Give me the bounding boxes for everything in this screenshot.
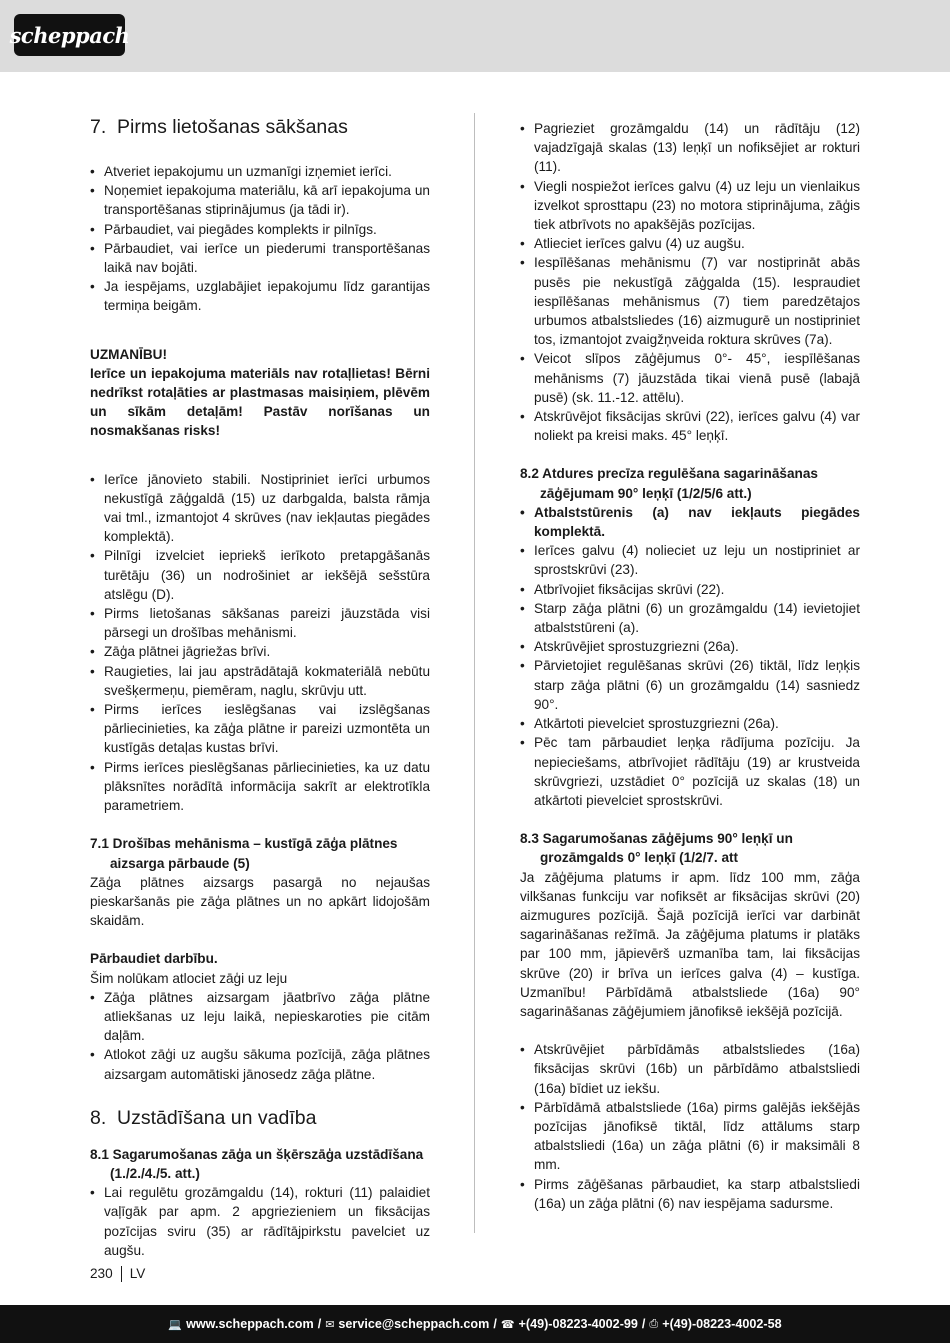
list-item: • Viegli nospiežot ierīces galvu (4) uz leju un vienlaikus izvelkot sprosttapu (23) no motora stiprinājuma, zāģis tiek atbrīvots no apakšējās pozīcijas. [520, 177, 860, 235]
check-list [90, 988, 430, 1084]
scheppach-logo [9, 14, 130, 56]
list-item: • Atveriet iepakojumu un uzmanīgi izņemiet ierīci. [90, 162, 430, 181]
computer-icon: 💻 [168, 1318, 183, 1331]
list-item: • Pārbaudiet, vai piegādes komplekts ir pilnīgs. [90, 220, 430, 239]
list-item: • Atskrūvējiet pārbīdāmās atbalstsliedes (16a) fiksācijas skrūvi (16b) un pārbīdāmo atbalstsliedi (16a) bīdiet uz iekšu. [520, 1040, 860, 1098]
list-item: • Lai regulētu grozāmgaldu (14), rokturi (11) palaidiet vaļīgāk par apm. 2 apgriezieniem un fiksācijas pozīcijas sviru (35) ar rādītājpirkstu pavelciet uz augšu. [90, 1183, 430, 1260]
footer-website[interactable]: www.scheppach.com [186, 1317, 314, 1331]
list-item: • Iespīlēšanas mehānismu (7) var nostiprināt abās pusēs pie nekustīgā zāģgalda (15). Iespraudiet iespīlēšanas mehānismus (7) tiem paredzētajos urbumos atbalstsliedes (16) aizmugurē un nostipriniet tos, izmantojot zvaigžņveida roktura skrūves (7a). [520, 253, 860, 349]
list-item: • Pilnīgi izvelciet iepriekš ierīkoto pretapgāšanās turētāju (36) un nodrošiniet ar iekšējā sešstūra atslēgu (D). [90, 546, 430, 604]
language-code: LV [129, 1266, 146, 1281]
list-item: • Pirms ierīces pieslēgšanas pārliecinieties, ka uz datu plāksnītes norādītā informācija sakrīt ar elektrotīkla parametriem. [90, 758, 430, 816]
section-number: 8. [90, 1106, 107, 1129]
subsection-8-3-heading: 8.3 Sagarumošanas zāģējums 90° leņķī un grozāmgalds 0° leņķī (1/2/7. att [520, 831, 793, 866]
section-7-heading [90, 114, 430, 140]
list-item: • Starp zāģa plātni (6) un grozāmgaldu (14) ievietojiet atbalststūreni (a). [520, 599, 860, 637]
contact-footer [0, 1305, 950, 1343]
list-item: • Ierīce jānovieto stabili. Nostipriniet ierīci urbumos nekustīgā zāģgaldā (15) uz darbgalda, balsta rāmja vai tml., izmantojot 4 skrūves (nav iekļautas piegādes komplektā). [90, 470, 430, 547]
paragraph: Zāģa plātnes aizsargs pasargā no nejaušas pieskaršanās pie zāģa plātnes un no apkārt lidojošām skaidām. [90, 874, 430, 929]
list-item: • Atskrūvējot fiksācijas skrūvi (22), ierīces galvu (4) var noliekt pa kreisi maks. 45° leņķī. [520, 407, 860, 445]
list-item: • Atlieciet ierīces galvu (4) uz augšu. [520, 234, 860, 253]
footer-separator: / [641, 1317, 646, 1331]
page-number-value: 230 [90, 1266, 113, 1281]
list-item: • Veicot slīpos zāģējumus 0°- 45°, iespīlēšanas mehānisms (7) jāuzstāda tikai vienā pusē (labajā pusē) (sk. 11.-12. attēlu). [520, 349, 860, 407]
section-title: Uzstādīšana un vadība [117, 1106, 317, 1129]
list-item: • Pirms ierīces ieslēgšanas vai izslēgšanas pārliecinieties, ka zāģa plātne ir pareizi uzmontēta un kustīgās detaļas kustas brīvi. [90, 700, 430, 758]
paragraph: Ja zāģējuma platums ir apm. līdz 100 mm, zāģa vilkšanas funkciju var nofiksēt ar fiksācijas skrūvi (20) aizmugures pozīcijā. Šajā pozīcijā ierīci var darbināt sagarināšanas režīmā. Ja zāģējuma platums ir platāks par 100 mm, jāpievērš uzmanība tam, lai fiksācijas skrūve (20) ir brīva un ierīces galva (4) – kustīga. Uzmanību! Pārbīdāmā atbalstsliede (16a) 90° sagarināšanas zāģējumiem jānofiksē iekšējā pozīcijā. [520, 869, 860, 1019]
list-item: • Atbrīvojiet fiksācijas skrūvi (22). [520, 580, 860, 599]
list-item: • Pēc tam pārbaudiet leņķa rādījuma pozīciju. Ja nepieciešams, atbrīvojiet rādītāju (19) ar krustveida skrūvgriezi, uzstādiet 0° pozīcijā uz skalas (18) un atkārtoti pievelciet sprostskrūvi. [520, 733, 860, 810]
section-title: Pirms lietošanas sākšanas [117, 116, 348, 138]
list-item: • Zāģa plātnei jāgriežas brīvi. [90, 642, 430, 661]
logo-text: scheppach [9, 22, 130, 48]
fax-icon: ⎙ [649, 1317, 659, 1330]
fence-list [520, 1040, 860, 1213]
page-number [90, 1264, 145, 1283]
footer-email[interactable]: service@scheppach.com [338, 1317, 490, 1331]
warning-title: UZMANĪBU! [90, 346, 168, 362]
adjust-list [90, 1183, 430, 1260]
warning-text: Ierīce un iepakojuma materiāls nav rotaļlietas! Bērni nedrīkst rotaļāties ar plastmasas maisiņiem, plēvēm un sīkām detaļām! Pastāv norīšanas un nosmakšanas risks! [90, 365, 430, 439]
list-item: • Zāģa plātnes aizsargam jāatbrīvo zāģa plātne atliekšanas uz leju laikā, nepieskaroties pie citām daļām. [90, 988, 430, 1046]
footer-separator: / [317, 1317, 322, 1331]
list-item: • Raugieties, lai jau apstrādātajā kokmateriālā nebūtu svešķermeņu, piemēram, naglu, skrūvju utt. [90, 662, 430, 700]
list-item: • Pagrieziet grozāmgaldu (14) un rādītāju (12) vajadzīgajā skalas (13) leņķī un nofiksējiet ar rokturi (11). [520, 119, 860, 177]
mail-icon: ✉ [325, 1318, 335, 1331]
turntable-list [520, 119, 860, 445]
fine-adjust-list [520, 503, 860, 810]
list-item: • Pārbaudiet, vai ierīce un piederumi transportēšanas laikā nav bojāti. [90, 239, 430, 277]
list-item: • Atskrūvējiet sprostuzgriezni (26a). [520, 637, 860, 656]
list-item: • Noņemiet iepakojuma materiālu, kā arī iepakojuma un transportēšanas stiprinājumus (ja tādi ir). [90, 181, 430, 219]
check-heading: Pārbaudiet darbību. [90, 951, 218, 967]
page-header [0, 0, 950, 72]
column-divider [474, 113, 475, 1233]
page-number-separator [121, 1266, 122, 1282]
footer-fax: +(49)-08223-4002-58 [662, 1317, 782, 1331]
list-item: • Pārbīdāmā atbalstsliede (16a) pirms galējās iekšējās pozīcijas jānofiksē tiktāl, līdz attālums starp atbalstsliedi (16a) un zāģa plātni (6) ir maksimāli 8 mm. [520, 1098, 860, 1175]
paragraph: Šim nolūkam atlociet zāģi uz leju [90, 970, 288, 986]
list-item: • Atkārtoti pievelciet sprostuzgriezni (26a). [520, 714, 860, 733]
list-item: • Pārvietojiet regulēšanas skrūvi (26) tiktāl, līdz leņķis starp zāģa plātni (6) un grozāmgaldu (14) sasniedz 90°. [520, 656, 860, 714]
section-8-heading [90, 1105, 430, 1131]
section-number: 7. [90, 116, 107, 138]
unpack-list [90, 162, 430, 316]
list-item: • Pirms lietošanas sākšanas pareizi jāuzstāda visi pārsegi un drošības mehānismi. [90, 604, 430, 642]
list-item: • Atbalststūrenis (a) nav iekļauts piegādes komplektā. [520, 503, 860, 541]
list-item: • Ja iespējams, uzglabājiet iepakojumu līdz garantijas termiņa beigām. [90, 277, 430, 315]
phone-icon: ☎ [500, 1318, 515, 1331]
footer-phone: +(49)-08223-4002-99 [518, 1317, 638, 1331]
subsection-8-1-heading: 8.1 Sagarumošanas zāģa un šķērszāģa uzstādīšana (1./2./4./5. att.) [90, 1146, 424, 1181]
subsection-8-2-heading: 8.2 Atdures precīza regulēšana sagarināšanas zāģējumam 90° leņķī (1/2/5/6 att.) [520, 466, 818, 501]
setup-list [90, 470, 430, 816]
list-item: • Atlokot zāģi uz augšu sākuma pozīcijā, zāģa plātnes aizsargam automātiski jānosedz zāģa plātne. [90, 1045, 430, 1083]
list-item: • Pirms zāģēšanas pārbaudiet, ka starp atbalstsliedi (16a) un zāģa plātni (6) nav iespējama sadursme. [520, 1175, 860, 1213]
right-column [520, 119, 860, 1213]
subsection-7-1-heading: 7.1 Drošības mehānisma – kustīgā zāģa plātnes aizsarga pārbaude (5) [90, 836, 398, 871]
list-item: • Ierīces galvu (4) nolieciet uz leju un nostipriniet ar sprostskrūvi (23). [520, 541, 860, 579]
footer-separator: / [493, 1317, 497, 1331]
left-column [90, 112, 430, 1260]
